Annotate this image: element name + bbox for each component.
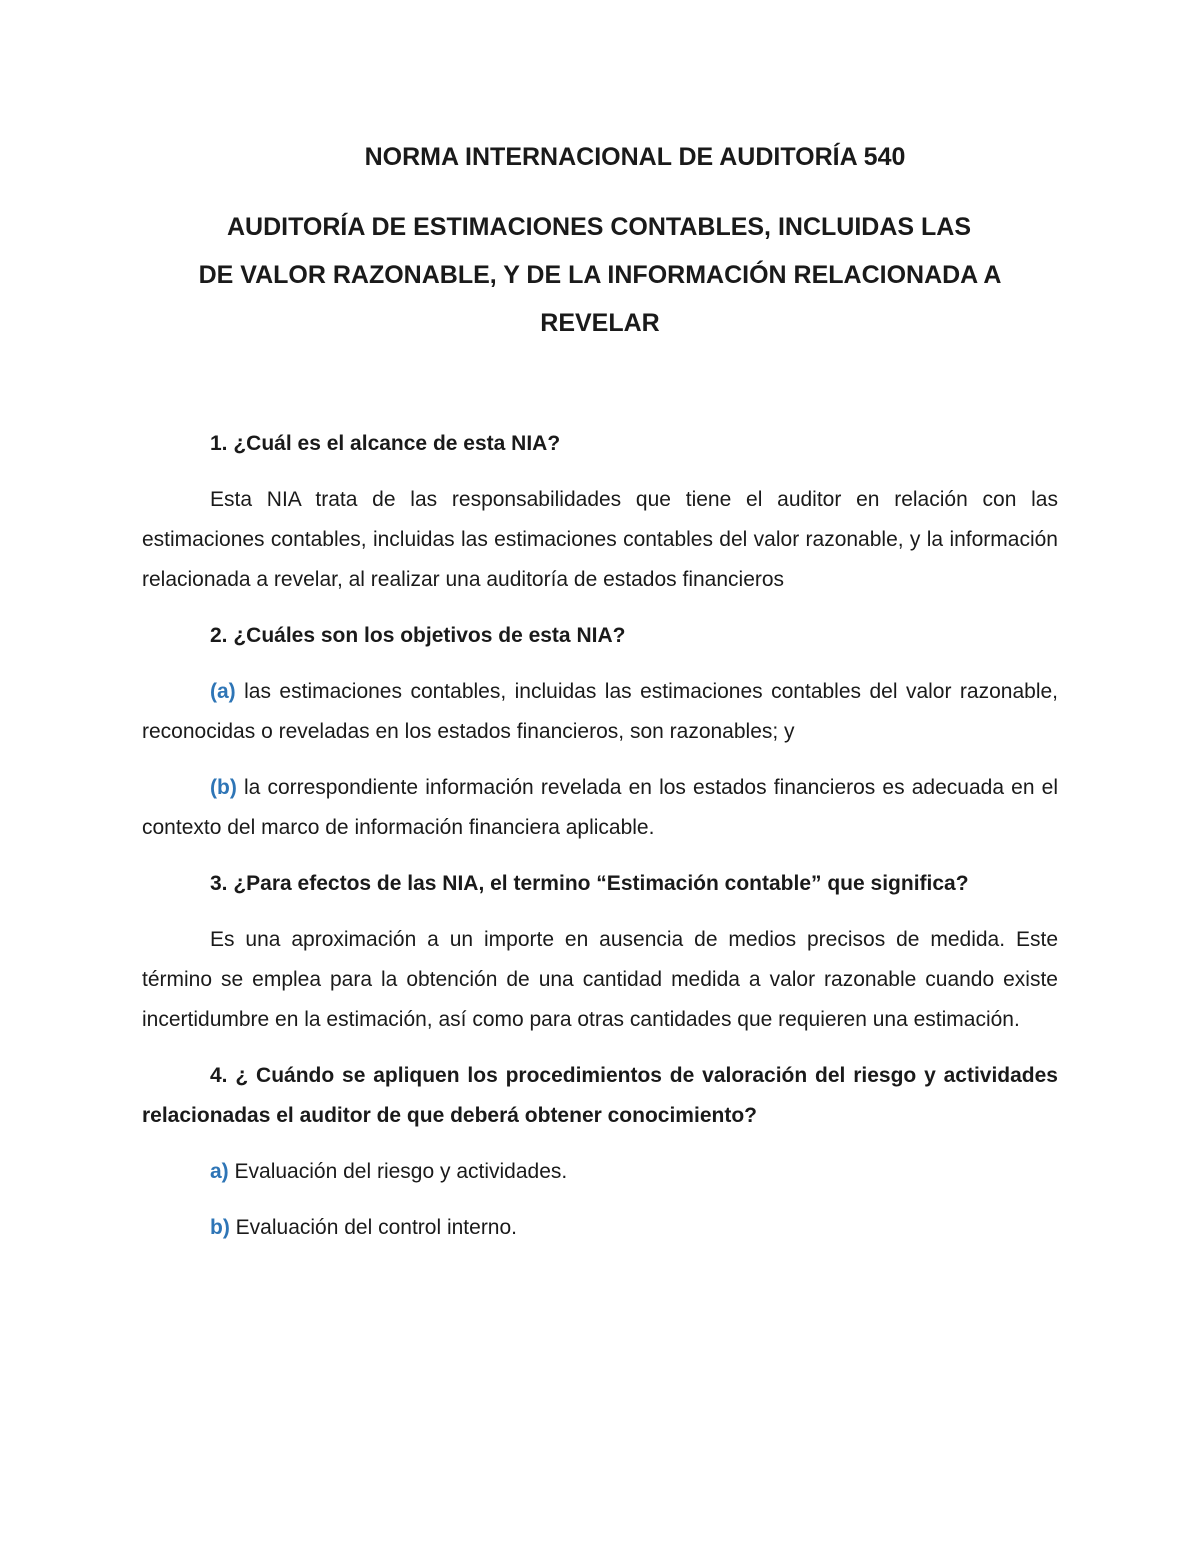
subtitle-line-3: REVELAR	[540, 309, 660, 337]
subtitle-line-2: DE VALOR RAZONABLE, Y DE LA INFORMACIÓN RELACIONADA A	[198, 261, 1002, 289]
answer-1: Esta NIA trata de las responsabilidades que tiene el auditor en relación con las estimaciones contables, incluidas las estimaciones contables del valor razonable, y la información relacionada a revelar, al realizar una auditoría de estados financieros	[142, 488, 1058, 591]
objective-item-a	[142, 672, 1058, 752]
item-text-4a: Evaluación del riesgo y actividades.	[228, 1160, 568, 1183]
item-label-b: (b)	[210, 776, 237, 799]
document-subtitle	[142, 203, 1058, 347]
document-title: NORMA INTERNACIONAL DE AUDITORÍA 540	[364, 143, 906, 171]
item-label-a: (a)	[210, 680, 236, 703]
subtitle-line-1: AUDITORÍA DE ESTIMACIONES CONTABLES, INCLUIDAS LAS	[227, 213, 972, 241]
question-1: 1. ¿Cuál es el alcance de esta NIA?	[210, 432, 561, 455]
item-text-b: la correspondiente información revelada en los estados financieros es adecuada en el contexto del marco de información financiera aplicable.	[142, 776, 1058, 839]
question-2: 2. ¿Cuáles son los objetivos de esta NIA?	[210, 624, 626, 647]
document-body	[142, 424, 1058, 1264]
answer-3: Es una aproximación a un importe en ausencia de medios precisos de medida. Este término se emplea para la obtención de una cantidad medida a valor razonable cuando existe incertidumbre en la estimación, así como para otras cantidades que requieren una estimación.	[142, 928, 1058, 1031]
item-label-4a: a)	[210, 1160, 229, 1183]
item-text-a: las estimaciones contables, incluidas las estimaciones contables del valor razonable, reconocidas o reveladas en los estados financieros, son razonables; y	[142, 680, 1058, 743]
item-text-4b: Evaluación del control interno.	[229, 1216, 517, 1239]
knowledge-item-b	[142, 1208, 1058, 1248]
knowledge-item-a	[142, 1152, 1058, 1192]
objective-item-b	[142, 768, 1058, 848]
question-4: 4. ¿ Cuándo se apliquen los procedimientos de valoración del riesgo y actividades relacionadas el auditor de que deberá obtener conocimiento?	[142, 1064, 1058, 1127]
item-label-4b: b)	[210, 1216, 230, 1239]
question-3: 3. ¿Para efectos de las NIA, el termino “Estimación contable” que significa?	[210, 872, 969, 895]
